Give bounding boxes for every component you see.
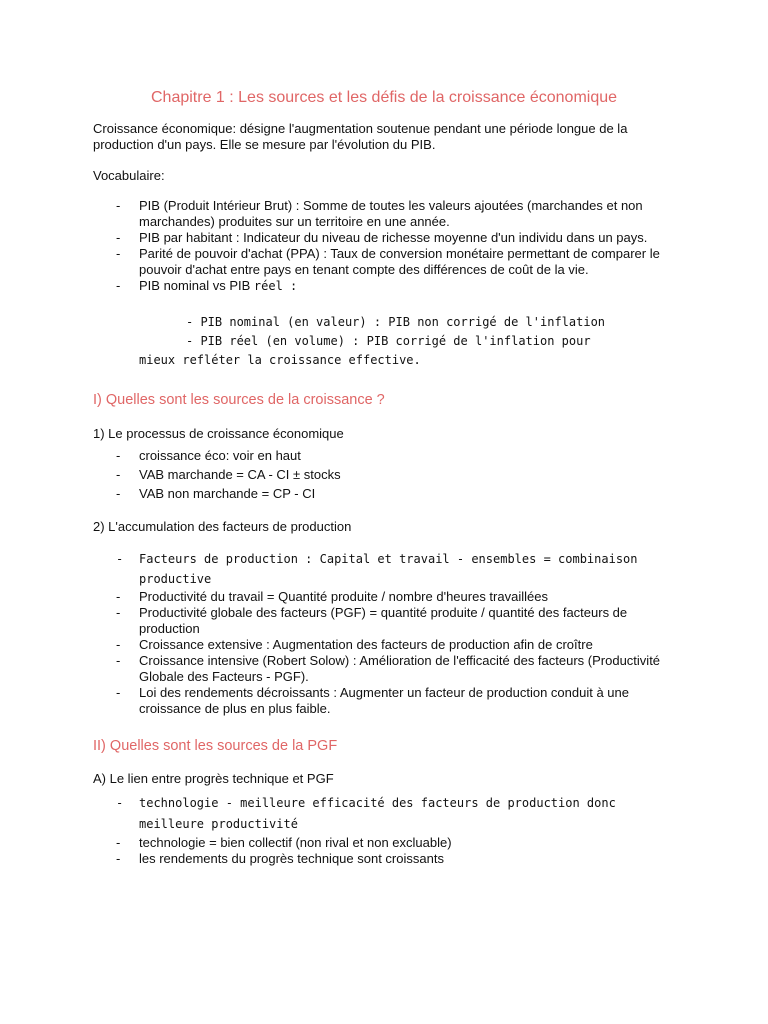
- chapter-title: Chapitre 1 : Les sources et les défis de la croissance économique: [150, 89, 618, 106]
- list-item: - technologie - meilleure efficacité des facteurs de production donc meilleure productivité: [93, 793, 683, 835]
- intro-paragraph: Croissance économique: désigne l'augmentation soutenue pendant une période longue de la production d'un pays. Elle se mesure par l'évolution du PIB.: [93, 121, 628, 152]
- list-item: - VAB marchande = CA - CI ± stocks: [93, 465, 683, 484]
- list-item: [93, 278, 683, 294]
- list-item: - Croissance intensive (Robert Solow) : Amélioration de l'efficacité des facteurs (Productivité Globale des Facteurs - PGF).: [93, 653, 683, 685]
- subsection-title: 2) L'accumulation des facteurs de production: [93, 519, 352, 534]
- vocabulary-label: Vocabulaire:: [93, 168, 165, 183]
- pib-comparison-label: PIB nominal vs PIB: [139, 278, 251, 293]
- vocabulary-list: [93, 198, 683, 294]
- pib-reel-subitem: - PIB réel (en volume) : PIB corrigé de l'inflation pour: [186, 334, 591, 348]
- list-item: - PIB par habitant : Indicateur du niveau de richesse moyenne d'un individu dans un pays.: [93, 230, 683, 246]
- list-item: - Productivité du travail = Quantité produite / nombre d'heures travaillées: [93, 589, 683, 605]
- pib-reel-subitem-continuation: mieux refléter la croissance effective.: [139, 353, 421, 367]
- section-heading-1: I) Quelles sont les sources de la croissance ?: [93, 392, 385, 408]
- list-item: - les rendements du progrès technique sont croissants: [93, 851, 683, 867]
- list-item: - Loi des rendements décroissants : Augmenter un facteur de production conduit à une croissance de plus en plus faible.: [93, 685, 683, 717]
- subsection-title: 1) Le processus de croissance économique: [93, 426, 344, 441]
- technical-progress-list: [93, 793, 683, 867]
- list-item: - VAB non marchande = CP - CI: [93, 484, 683, 503]
- section-heading-2: II) Quelles sont les sources de la PGF: [93, 738, 338, 754]
- list-item: - Croissance extensive : Augmentation des facteurs de production afin de croître: [93, 637, 683, 653]
- pib-nominal-subitem: - PIB nominal (en valeur) : PIB non corrigé de l'inflation: [186, 315, 606, 329]
- pib-comparison-label-mono: réel :: [253, 279, 298, 293]
- list-item: - technologie = bien collectif (non rival et non excluable): [93, 835, 683, 851]
- list-item: - PIB (Produit Intérieur Brut) : Somme de toutes les valeurs ajoutées (marchandes et non marchandes) produites sur un territoire en une année.: [93, 198, 683, 230]
- list-item: - Facteurs de production : Capital et travail - ensembles = combinaison productive: [93, 549, 683, 589]
- subsection-title: A) Le lien entre progrès technique et PGF: [93, 771, 334, 786]
- list-item: - croissance éco: voir en haut: [93, 446, 683, 465]
- growth-process-list: [93, 446, 683, 503]
- list-item: - Parité de pouvoir d'achat (PPA) : Taux de conversion monétaire permettant de comparer le pouvoir d'achat entre pays en tenant compte des différences de coût de la vie.: [93, 246, 683, 278]
- factors-list: [93, 549, 683, 717]
- list-item: - Productivité globale des facteurs (PGF) = quantité produite / quantité des facteurs de production: [93, 605, 683, 637]
